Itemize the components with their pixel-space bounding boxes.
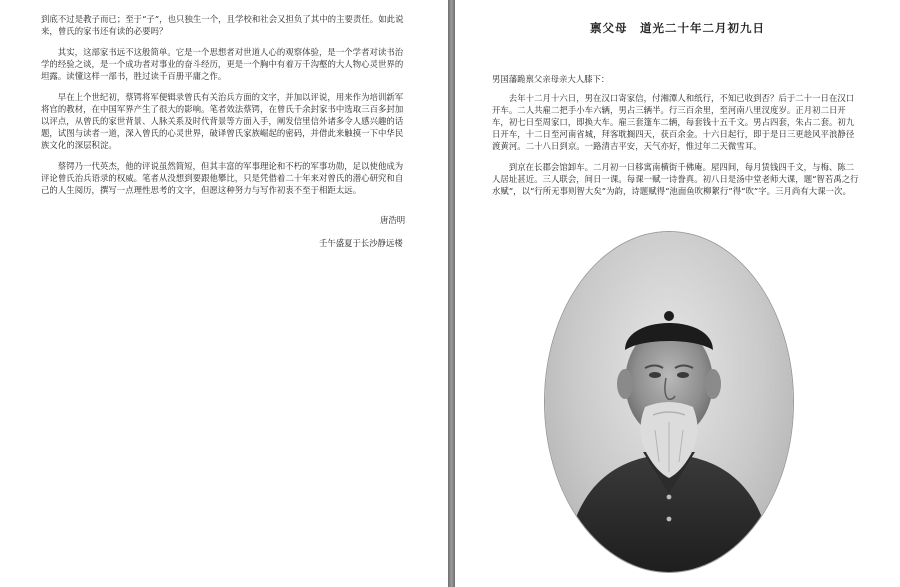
- letter-paragraph: 去年十二月十六日，男在汉口寄家信，付湘潭人和纸行，不知已收到否？后于二十一日在汉口开车。二人共雇二把手小车六辆，男占三辆半。行三百余里，至河南八里汊度岁。正月初二日开车，初七日至周家口，即换大车。雇三套篷车二辆，每套钱十五千文。男占四套，朱占二套。初九日开车，十二日至河南省城，拜客耽搁四天，获百余金。十六日起行，即于是日三更趁风平浪静径渡黄河。二十八日到京。一路清吉平安，天气亦好，惟过年二天微雪耳。: [492, 93, 855, 151]
- left-paragraph: 蔡锷乃一代英杰，他的评说虽然简短，但其丰富的军事理论和不朽的军事功勋，足以使他成为评论曾氏治兵语录的权威。笔者从没想到要跟他攀比，只是凭借着二十年来对曾氏的潜心研究和自己的人生阅历，撰写一点理性思考的文字，但愿这种努力与写作初衷不至于相距太远。: [41, 161, 404, 195]
- left-page: [0, 0, 448, 587]
- page-gutter: [448, 0, 455, 587]
- left-page-body: [41, 13, 409, 205]
- author-signature: 唐浩明: [380, 215, 406, 225]
- letter-paragraph: 到京在长郡会馆卸车。二月初一日移寓南横街千佛庵。屋四间，每月赁钱四千文，与梅、陈二人居址甚近。三人联会，间日一课。每课一赋一诗誊真。初八日是汤中堂老师大课，题“智若禹之行水赋”，以“行所无事则智大矣”为韵，诗题赋得“池面鱼吹柳絮行”得“吹”字。三月尚有大课一次。: [492, 162, 859, 196]
- letter-salutation: 男国藩跪禀父亲母亲大人膝下：: [492, 74, 610, 84]
- portrait-illustration: [545, 232, 793, 572]
- portrait-photo: [545, 232, 793, 572]
- left-paragraph: 其实，这部家书远不这般简单。它是一个思想者对世道人心的观察体验，是一个学者对读书治学的经验之谈，是一个成功者对事业的奋斗经历，更是一个胸中有着万千沟壑的大人物心灵世界的坦露。读懂这样一部书，胜过读千百册平庸之作。: [41, 47, 404, 81]
- left-paragraph: 到底不过是教子而已；至于“子”，也只独生一个，且学校和社会又担负了其中的主要责任。如此说来，曾氏的家书还有读的必要吗？: [41, 14, 404, 36]
- letter-body: [492, 92, 862, 206]
- signature-place-date: 壬午盛夏于长沙静远楼: [319, 238, 403, 248]
- left-paragraph: 早在上个世纪初，蔡锷将军便辑录曾氏有关治兵方面的文字，并加以评说，用来作为培训新军将官的教材，在中国军界产生了很大的影响。笔者效法蔡锷，在曾氏千余封家书中选取三百多封加以评点，从曾氏的家世背景、人脉关系及时代背景等方面入手，阐发信里信外诸多令人感兴趣的话题，试图与读者一道，深入曾氏的心灵世界，破译曾氏家族崛起的密码，并借此来触摸一下中华民族文化的深层积淀。: [41, 92, 404, 150]
- letter-title: 禀父母 道光二十年二月初九日: [590, 21, 765, 35]
- right-page: [455, 0, 900, 587]
